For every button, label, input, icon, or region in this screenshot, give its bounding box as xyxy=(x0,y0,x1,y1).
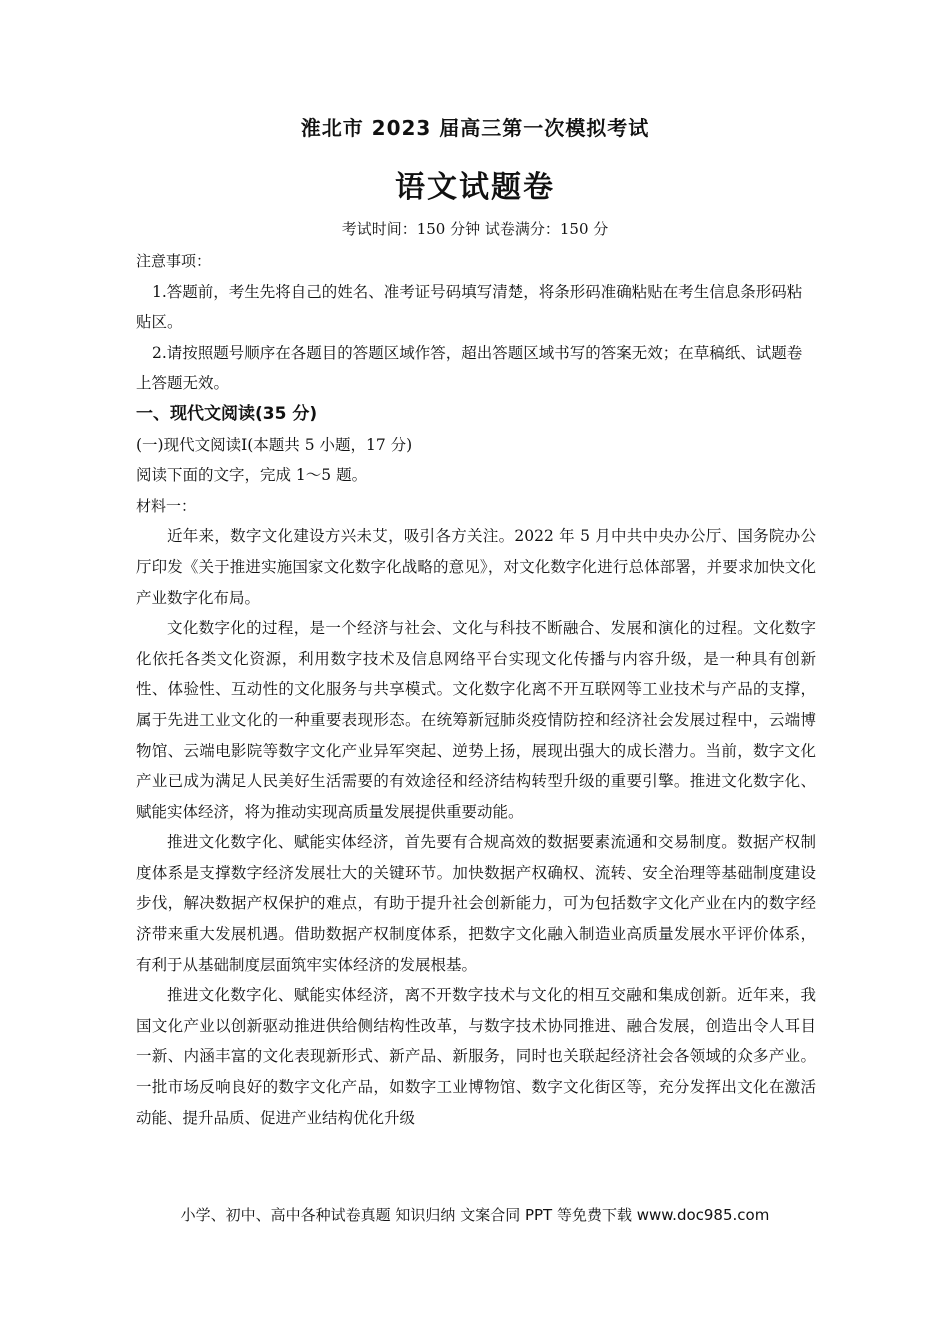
notice-item-2: 2.请按照题号顺序在各题目的答题区域作答，超出答题区域书写的答案无效；在草稿纸、试题卷上答题无效。 xyxy=(136,343,803,393)
material-paragraph-1: 近年来，数字文化建设方兴未艾，吸引各方关注。2022 年 5 月中共中央办公厅、国务院办公厅印发《关于推进实施国家文化数字化战略的意见》，对文化数字化进行总体部署，并要求加快文化产业数字化布局。 xyxy=(136,527,816,607)
exam-content xyxy=(136,246,816,1133)
material-paragraph-4: 推进文化数字化、赋能实体经济，离不开数字技术与文化的相互交融和集成创新。近年来，我国文化产业以创新驱动推进供给侧结构性改革，与数字技术协同推进、融合发展，创造出令人耳目一新、内涵丰富的文化表现新形式、新产品、新服务，同时也关联起经济社会各领域的众多产业。一批市场反响良好的数字文化产品，如数字工业博物馆、数字文化街区等，充分发挥出文化在激活动能、提升品质、促进产业结构优化升级 xyxy=(136,986,816,1127)
section-heading: 一、现代文阅读(35 分) xyxy=(136,403,318,424)
material-paragraph-2: 文化数字化的过程，是一个经济与社会、文化与科技不断融合、发展和演化的过程。文化数字化依托各类文化资源，利用数字技术及信息网络平台实现文化传播与内容升级，是一种具有创新性、体验性、互动性的文化服务与共享模式。文化数字化离不开互联网等工业技术与产品的支撑，属于先进工业文化的一种重要表现形态。在统筹新冠肺炎疫情防控和经济社会发展过程中，云端博物馆、云端电影院等数字文化产业异军突起、逆势上扬，展现出强大的成长潜力。当前，数字文化产业已成为满足人民美好生活需要的有效途径和经济结构转型升级的重要引擎。推进文化数字化、赋能实体经济，将为推动实现高质量发展提供重要动能。 xyxy=(136,619,816,821)
footer-ad-text: 小学、初中、高中各种试卷真题 知识归纳 文案合同 PPT 等免费下载 www.doc985.com xyxy=(180,1206,770,1224)
notice-heading: 注意事项： xyxy=(136,252,212,270)
notice-item-1: 1.答题前，考生先将自己的姓名、准考证号码填写清楚，将条形码准确粘贴在考生信息条形码粘贴区。 xyxy=(136,282,803,332)
material-paragraph-3: 推进文化数字化、赋能实体经济，首先要有合规高效的数据要素流通和交易制度。数据产权制度体系是支撑数字经济发展壮大的关键环节。加快数据产权确权、流转、安全治理等基础制度建设步伐，解决数据产权保护的难点，有助于提升社会创新能力，可为包括数字文化产业在内的数字经济带来重大发展机遇。借助数据产权制度体系，把数字文化融入制造业高质量发展水平评价体系，有利于从基础制度层面筑牢实体经济的发展根基。 xyxy=(136,833,816,974)
reading-instruction: 阅读下面的文字，完成 1～5 题。 xyxy=(136,466,368,485)
exam-info: 考试时间：150 分钟 试卷满分：150 分 xyxy=(341,220,609,238)
paper-title: 语文试题卷 xyxy=(395,170,555,205)
material-heading: 材料一： xyxy=(136,496,197,515)
exam-title: 淮北市 2023 届高三第一次模拟考试 xyxy=(300,116,650,140)
section-subheading: (一)现代文阅读Ⅰ(本题共 5 小题，17 分) xyxy=(136,435,413,454)
